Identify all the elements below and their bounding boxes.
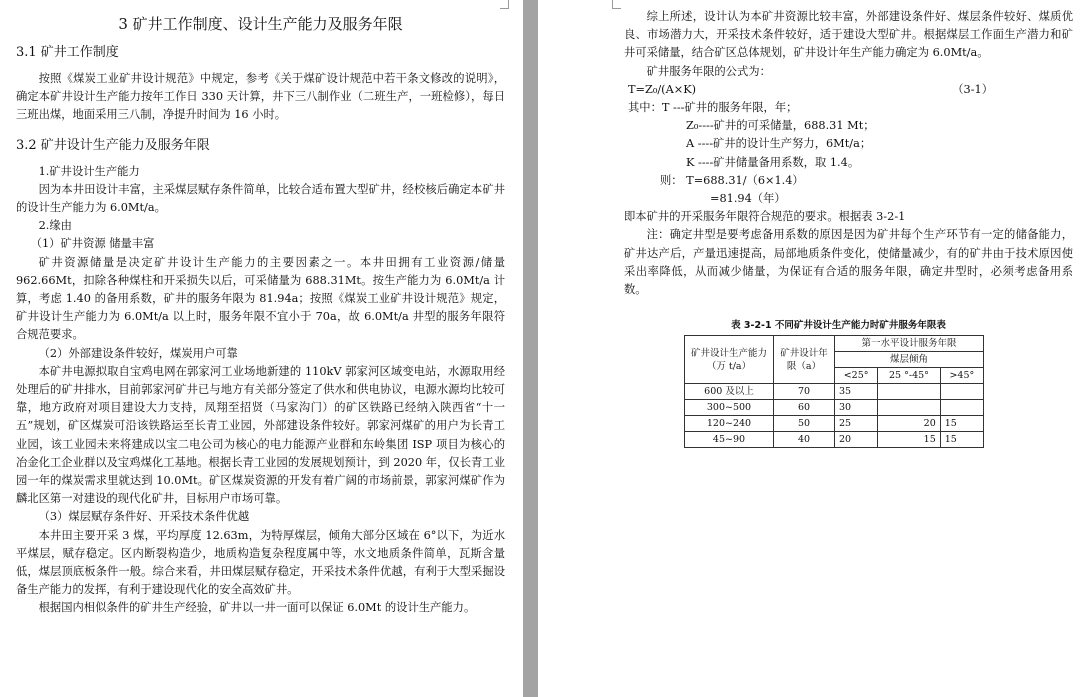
section-3-1-paragraph: 按照《煤炭工业矿井设计规范》中规定，参考《关于煤矿设计规范中若干条文修改的说明》，确定本矿井设计生产能力按年工作日 330 天计算，井下三八制作业（二班生产，一班检修），每日三班出煤，地面采用三八制，净提升时间为 16 小时。 <box>16 72 505 122</box>
sub-3-heading: （3）煤层赋存条件好、开采技术条件优越 <box>38 510 250 524</box>
sub-2-paragraph: 本矿井电源拟取自宝鸡电网在郭家河工业场地新建的 110kV 郭家河区域变电站，水源取用经处理后的矿井排水，目前郭家河矿井已与地方有关部分签定了供水和供电协议，电源水源均比较可靠，地方政府对项目建设大力支持，凤翔至招贤（马家沟门）的矿区铁路已经纳入陕西省“十一五”规划，矿区煤炭可沿该铁路运至长青工业园，外部建设条件较好。郭家河煤矿的用户为长青工业园，该工业园未来将建成以宝二电公司为核心的电力能源产业群和东岭集团 ISP 项目为核心的冶金化工企业群以及宝鸡煤化工基地。根据长青工业园的发展规划预计，到 2020 年，仅长青工业园一年的煤炭需求里就达到 10.0Mt。矿区煤炭资源的开发有着广阔的市场前景，郭家河煤矿作为麟北区第一对建设的现代化矿井，目标用户市场可靠。 <box>16 364 505 506</box>
table-row <box>685 416 984 432</box>
result-line: =81.94（年） <box>710 192 786 206</box>
header-dip: 煤层倾角 <box>835 352 984 368</box>
header-service-years: 矿井设计年限（a） <box>774 336 835 384</box>
cell-mid: 20 <box>878 416 941 432</box>
cell-capacity: 300~500 <box>685 400 774 416</box>
cell-capacity: 120~240 <box>685 416 774 432</box>
cell-mid <box>878 400 941 416</box>
cell-service: 50 <box>774 416 835 432</box>
table-row <box>685 384 984 400</box>
section-3-2-title: 3.2 矿井设计生产能力及服务年限 <box>16 137 210 153</box>
header-capacity: 矿井设计生产能力（万 t/a） <box>685 336 774 384</box>
item-1-paragraph: 因为本井田设计丰富，主采煤层赋存条件简单，比较合适布置大型矿井，经校核后确定本矿井的设计生产能力为 6.0Mt/a。 <box>16 182 505 215</box>
cell-gt45 <box>940 384 983 400</box>
formula-intro: 矿井服务年限的公式为： <box>646 64 771 78</box>
last-paragraph: 根据国内相似条件的矿井生产经验，矿井以一井一面可以保证 6.0Mt 的设计生产能力。 <box>38 601 476 615</box>
cell-gt45 <box>940 400 983 416</box>
sub-1-heading: （1）矿井资源 储量丰富 <box>30 237 155 251</box>
cell-mid <box>878 384 941 400</box>
cell-capacity: 45~90 <box>685 432 774 448</box>
header-first-level: 第一水平设计服务年限 <box>835 336 984 352</box>
service-life-table <box>684 335 984 448</box>
cell-service: 40 <box>774 432 835 448</box>
formula: T=Z₀/(A×K) <box>628 82 697 96</box>
where-Z: Z₀----矿井的可采储量，688.31 Mt； <box>686 119 875 133</box>
left-page <box>0 0 523 697</box>
header-dip-gt45: >45° <box>940 368 983 384</box>
note-paragraph: 注：确定井型是要考虑备用系数的原因是因为矿井每个生产环节有一定的储备能力，矿井达产后，产量迅速提高，局部地质条件变化，使储量减少，有的矿井由于技术原因使采出率降低，从而减少储量，为保证有合适的服务年限，确定井型时，必须考虑备用系数。 <box>624 228 1073 297</box>
header-dip-lt25: <25° <box>835 368 878 384</box>
section-3-1-title: 3.1 矿井工作制度 <box>16 45 119 60</box>
conform-line: 即本矿井的开采服务年限符合规范的要求。根据表 3-2-1 <box>624 210 906 224</box>
sub-1-paragraph: 矿井资源储量是决定矿井设计生产能力的主要因素之一。本井田拥有工业资源/储量 962.66Mt，扣除各种煤柱和开采损失以后，可采储量为 688.31Mt。按生产能力为 6.0Mt/a 计算，考虑 1.40 的备用系数，矿井的服务年限为 81.94a；按照《煤炭工业矿井设计规范》规定，矿井设计生产能力为 6.0Mt/a 以上时，服务年限不宜小于 70a，故 6.0Mt/a 井型的服务年限符合规范要求。 <box>16 255 505 342</box>
table-row <box>685 400 984 416</box>
cell-lt25: 20 <box>835 432 878 448</box>
formula-line <box>624 81 1073 99</box>
page-corner-mark <box>612 0 621 9</box>
where-A: A ----矿井的设计生产努力，6Mt/a； <box>686 137 872 151</box>
cell-service: 70 <box>774 384 835 400</box>
header-dip-25-45: 25 °-45° <box>878 368 941 384</box>
cell-lt25: 25 <box>835 416 878 432</box>
cell-lt25: 30 <box>835 400 878 416</box>
item-2-heading: 2.缘由 <box>38 219 72 233</box>
table-caption: 表 3-2-1 不同矿井设计生产能力时矿井服务年限表 <box>731 320 946 332</box>
cell-service: 60 <box>774 400 835 416</box>
where-K: K ----矿井储量备用系数，取 1.4。 <box>686 155 860 169</box>
sub-2-heading: （2）外部建设条件较好，煤炭用户可靠 <box>38 346 238 360</box>
then-line: 则： T=688.31/（6×1.4） <box>660 173 804 187</box>
cell-gt45: 15 <box>940 432 983 448</box>
formula-number: （3-1） <box>952 82 993 96</box>
cell-lt25: 35 <box>835 384 878 400</box>
right-page <box>538 0 1087 697</box>
chapter-title: 3 矿井工作制度、设计生产能力及服务年限 <box>118 15 403 33</box>
table-row <box>685 432 984 448</box>
cell-gt45: 15 <box>940 416 983 432</box>
cell-mid: 15 <box>878 432 941 448</box>
item-1-heading: 1.矿井设计生产能力 <box>38 164 140 178</box>
page-corner-mark <box>500 0 509 9</box>
sub-3-paragraph: 本井田主要开采 3 煤，平均厚度 12.63m，为特厚煤层，倾角大部分区域在 6°以下，为近水平煤层，赋存稳定。区内断裂构造少，地质构造复杂程度属中等，水文地质条件简单，瓦斯含量低，煤层顶底板条件一般。综合来看，井田煤层赋存稳定，开采技术条件优越，有利于大型采掘设备生产能力的发挥，有利于建设现代化的安全高效矿井。 <box>16 528 505 597</box>
where-T: 其中：T ---矿井的服务年限，年； <box>628 101 798 115</box>
summary-paragraph: 综上所述，设计认为本矿井资源比较丰富，外部建设条件好、煤层条件较好、煤质优良、市场潜力大，开采技术条件较好，适于建设大型矿井。根据煤层工作面生产潜力和矿井可采储量，结合矿区总体规划，矿井设计年生产能力确定为 6.0Mt/a。 <box>624 10 1073 60</box>
cell-capacity: 600 及以上 <box>685 384 774 400</box>
